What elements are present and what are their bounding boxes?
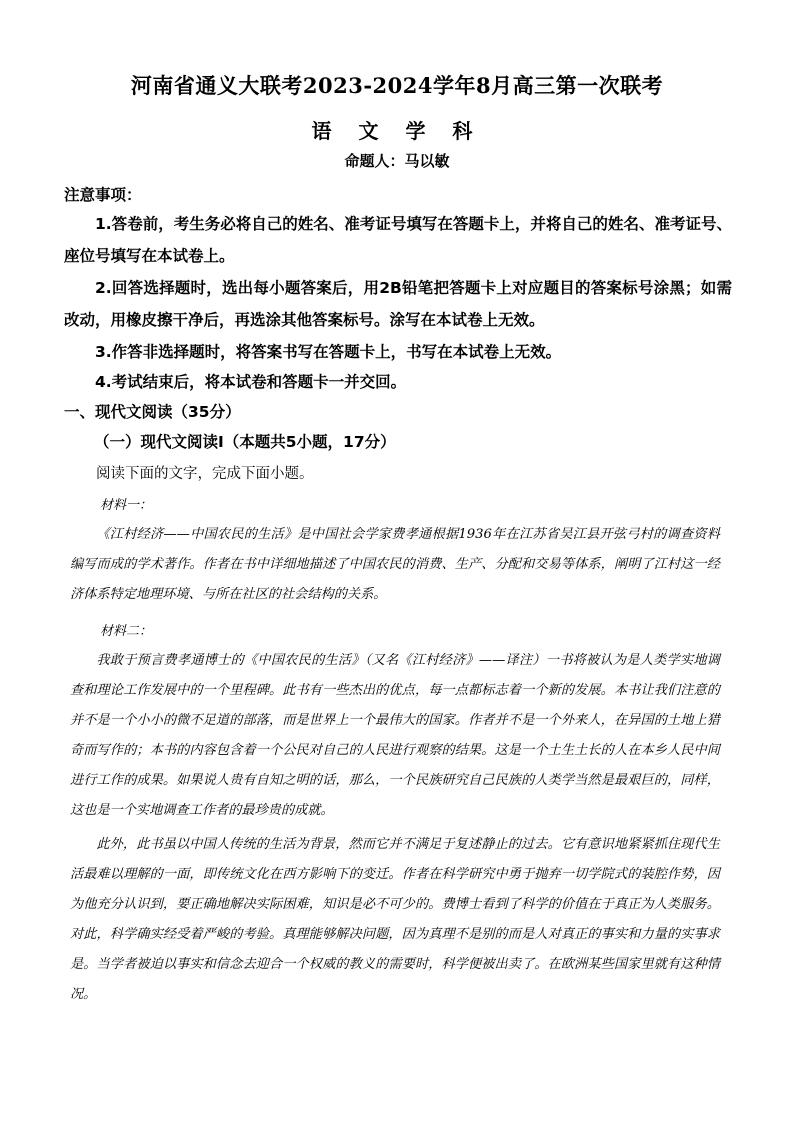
note-item-3: 3.作答非选择题时，将答案书写在答题卡上，书写在本试卷上无效。 <box>95 343 562 361</box>
subject-title: 语 文 学 科 <box>311 119 483 143</box>
author-line: 命题人：马以敏 <box>344 152 450 170</box>
notes-heading: 注意事项： <box>64 186 142 204</box>
exam-title: 河南省通义大联考2023-2024学年8月高三第一次联考 <box>130 73 664 98</box>
material-1-text: 《江村经济——中国农民的生活》是中国社会学家费孝通根据1936年在江苏省吴江县开弦弓村的调查资料编写而成的学术著作。作者在书中详细地描述了中国农民的消费、生产、分配和交易等体系，阐明了江村这一经济体系特定地理环境、与所在社区的社会结构的关系。 <box>70 527 720 602</box>
note-item-1: 1.答卷前，考生务必将自己的姓名、准考证号填写在答题卡上，并将自己的姓名、准考证号、座位号填写在本试卷上。 <box>64 215 732 265</box>
note-item-4: 4.考试结束后，将本试卷和答题卡一并交回。 <box>95 373 407 391</box>
reading-instruction: 阅读下面的文字，完成下面小题。 <box>96 466 314 482</box>
material-1-label: 材料一： <box>100 498 153 513</box>
section-title: 一、现代文阅读（35分） <box>64 403 241 421</box>
note-item-2: 2.回答选择题时，选出每小题答案后，用2B铅笔把答题卡上对应题目的答案标号涂黑；如需改动，用橡皮擦干净后，再选涂其他答案标号。涂写在本试卷上无效。 <box>64 279 732 329</box>
subsection-title: （一）现代文阅读Ⅰ（本题共5小题，17分） <box>94 433 396 451</box>
material-2-label: 材料二： <box>100 624 153 639</box>
material-2-paragraph-1: 我敢于预言费孝通博士的《中国农民的生活》（又名《江村经济》——译注）一书将被认为是人类学实地调查和理论工作发展中的一个里程碑。此书有一些杰出的优点，每一点都标志着一个新的发展。本书让我们注意的并不是一个小小的微不足道的部落，而是世界上一个最伟大的国家。作者并不是一个外来人，在异国的土地上猎奇而写作的；本书的内容包含着一个公民对自己的人民进行观察的结果。这是一个土生土长的人在本乡人民中间进行工作的成果。如果说人贵有自知之明的话，那么，一个民族研究自己民族的人类学当然是最艰巨的，同样，这也是一个实地调查工作者的最珍贵的成就。 <box>70 653 720 818</box>
material-2-paragraph-2: 此外，此书虽以中国人传统的生活为背景，然而它并不满足于复述静止的过去。它有意识地紧紧抓住现代生活最难以理解的一面，即传统文化在西方影响下的变迁。作者在科学研究中勇于抛弃一切学院式的装腔作势，因为他充分认识到，要正确地解决实际困难，知识是必不可少的。费博士看到了科学的价值在于真正为人类服务。对此，科学确实经受着严峻的考验。真理能够解决问题，因为真理不是别的而是人对真正的事实和力量的实事求是。当学者被迫以事实和信念去迎合一个权威的教义的需要时，科学便被出卖了。在欧洲某些国家里就有这种情况。 <box>70 837 720 1002</box>
